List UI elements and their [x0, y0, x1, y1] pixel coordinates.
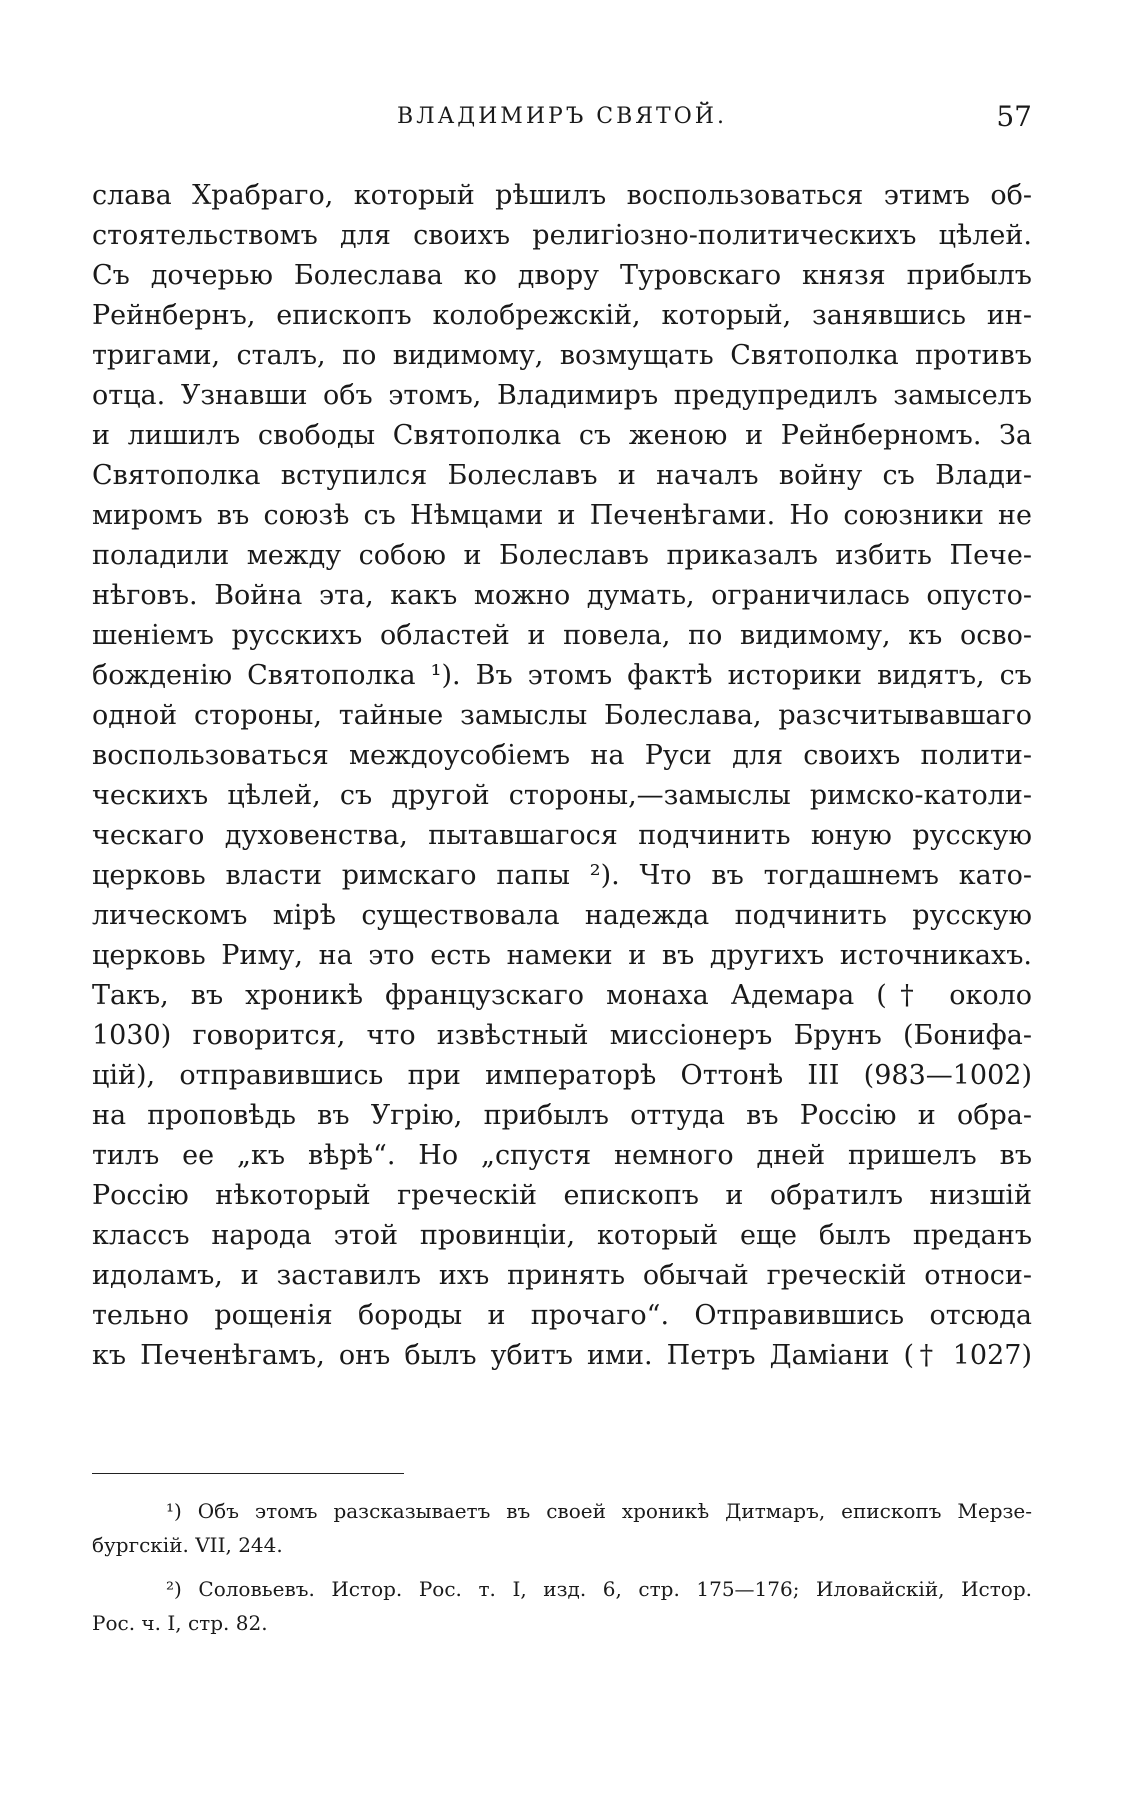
text-line: воспользоваться междоусобіемъ на Руси для своихъ полити- [92, 740, 1032, 771]
text-line: тельно рощенія бороды и прочаго“. Отправившись отсюда [92, 1300, 1032, 1331]
footnote-2 [92, 1572, 1032, 1640]
text-line: слава Храбраго, который рѣшилъ воспользоваться этимъ об- [92, 180, 1032, 211]
text-line: стоятельствомъ для своихъ религіозно-политическихъ цѣлей. [92, 220, 1032, 251]
footnote-line: ¹) Объ этомъ разсказываетъ въ своей хроникѣ Дитмаръ, епископъ Мерзе- [166, 1499, 1032, 1523]
footnotes [92, 1494, 1032, 1640]
text-line: тригами, сталъ, по видимому, возмущать Святополка противъ [92, 340, 1032, 371]
text-line: Рейнбернъ, епископъ колобрежскій, который, занявшись ин- [92, 300, 1032, 331]
text-line: идоламъ, и заставилъ ихъ принять обычай греческій относи- [92, 1260, 1032, 1291]
text-line: поладили между собою и Болеславъ приказалъ избить Пече- [92, 540, 1032, 571]
text-line: на проповѣдь въ Угрію, прибылъ оттуда въ Россію и обра- [92, 1100, 1032, 1131]
text-line: классъ народа этой провинціи, который еще былъ преданъ [92, 1220, 1032, 1251]
text-line: тилъ ее „къ вѣрѣ“. Но „спустя немного дней пришелъ въ [92, 1140, 1032, 1171]
footnote-line: ²) Соловьевъ. Истор. Рос. т. I, изд. 6, стр. 175—176; Иловайскій, Истор. [166, 1577, 1032, 1601]
text-line: божденію Святополка ¹). Въ этомъ фактѣ историки видятъ, съ [92, 660, 1032, 691]
text-line: 1030) говорится, что извѣстный миссіонеръ Брунъ (Бонифа- [92, 1020, 1032, 1051]
body-text [92, 176, 1032, 1376]
text-line: Такъ, въ хроникѣ французскаго монаха Адемара († около [92, 980, 1032, 1011]
text-line: церковь власти римскаго папы ²). Что въ тогдашнемъ като- [92, 860, 1032, 891]
text-line: къ Печенѣгамъ, онъ былъ убитъ ими. Петръ Даміани († 1027) [92, 1340, 1032, 1371]
text-line: Россію нѣкоторый греческій епископъ и обратилъ низшій [92, 1180, 1032, 1211]
footnote-line: бургскій. VII, 244. [92, 1533, 283, 1557]
text-line: Святополка вступился Болеславъ и началъ войну съ Влади- [92, 460, 1032, 491]
text-line: церковь Риму, на это есть намеки и въ другихъ источникахъ. [92, 940, 1032, 971]
text-line: миромъ въ союзѣ съ Нѣмцами и Печенѣгами. Но союзники не [92, 500, 1032, 531]
footnote-1 [92, 1494, 1032, 1562]
text-line: ческихъ цѣлей, съ другой стороны,—замыслы римско-католи- [92, 780, 1032, 811]
footnote-line: Рос. ч. I, стр. 82. [92, 1611, 268, 1635]
text-line: Съ дочерью Болеслава ко двору Туровскаго князя прибылъ [92, 260, 1032, 291]
footnote-divider [92, 1473, 404, 1474]
page-number: 57 [996, 100, 1032, 133]
text-line: лическомъ мірѣ существовала надежда подчинить русскую [92, 900, 1032, 931]
text-line: ческаго духовенства, пытавшагося подчинить юную русскую [92, 820, 1032, 851]
running-head [92, 100, 1032, 140]
text-line: одной стороны, тайные замыслы Болеслава, разсчитывавшаго [92, 700, 1032, 731]
text-line: шеніемъ русскихъ областей и повела, по видимому, къ осво- [92, 620, 1032, 651]
text-line: отца. Узнавши объ этомъ, Владимиръ предупредилъ замыселъ [92, 380, 1032, 411]
text-line: цій), отправившись при императорѣ Оттонѣ III (983—1002) [92, 1060, 1032, 1091]
text-line: нѣговъ. Война эта, какъ можно думать, ограничилась опусто- [92, 580, 1032, 611]
running-title: ВЛАДИМИРЪ СВЯТОЙ. [397, 104, 727, 129]
text-line: и лишилъ свободы Святополка съ женою и Рейнберномъ. За [92, 420, 1032, 451]
